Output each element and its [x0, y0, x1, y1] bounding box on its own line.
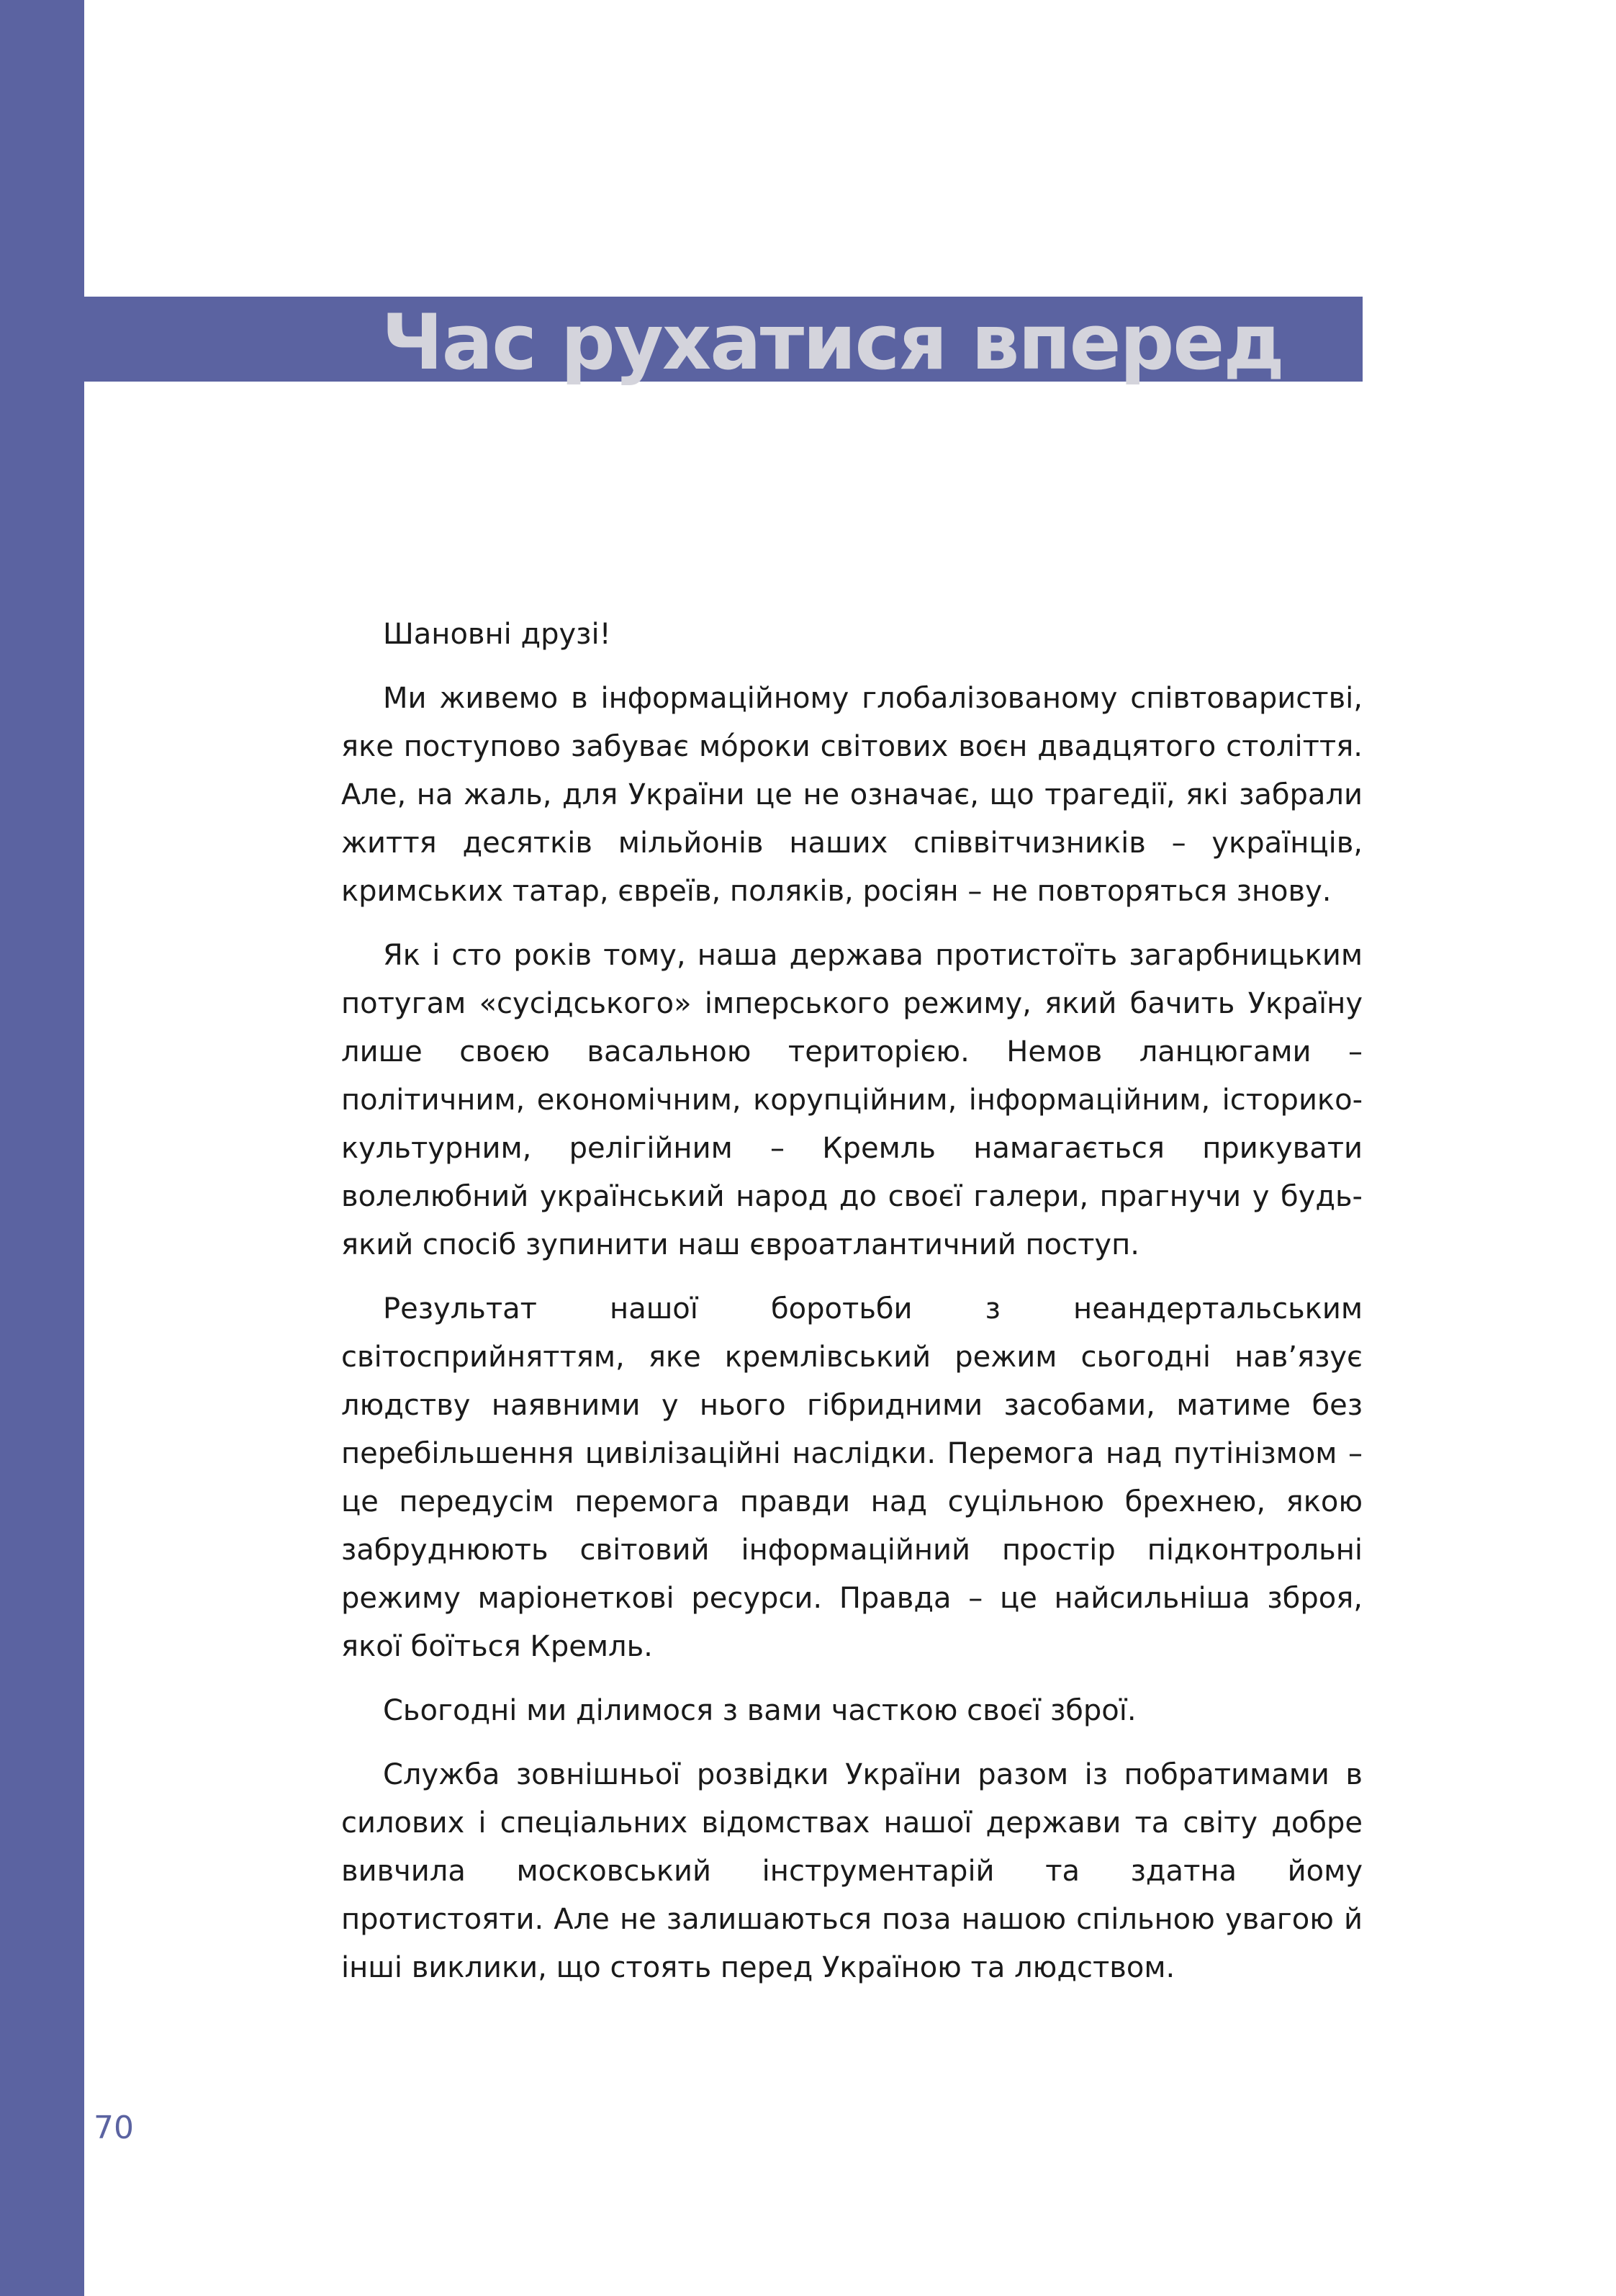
page-title: Час рухатися вперед [382, 298, 1283, 387]
page-number: 70 [94, 2110, 134, 2146]
left-margin-band [0, 0, 84, 2296]
paragraph: Служба зовнішньої розвідки України разом із побратимами в силових і спеціальних відомствах нашої держави та світу добре вивчила московський інструментарій та здатна йому протистояти. Але не залишаються поза нашою спільною увагою й інші виклики, що стоять перед Україною та людством. [341, 1758, 1363, 1984]
body-text [341, 611, 1363, 2008]
paragraph: Як і сто років тому, наша держава протистоїть загарбницьким потугам «сусідського» імперського режиму, який бачить Україну лише своєю васальною територією. Немов ланцюгами – політичним, економічним, корупційним, інформаційним, історико-культурним, релігійним – Кремль намагається прикувати волелюбний український народ до своєї галери, прагнучи у будь-який спосіб зупинити наш євроатлантичний поступ. [341, 939, 1363, 1261]
paragraph: Сьогодні ми ділимося з вами часткою своєї зброї. [383, 1694, 1137, 1727]
paragraph: Ми живемо в інформаційному глобалізованому співтоваристві, яке поступово забуває мо́роки світових воєн двадцятого століття. Але, на жаль, для України це не означає, що трагедії, які забрали життя десятків мільйонів наших співвітчизників – українців, кримських татар, євреїв, поляків, росіян – не повторяться знову. [341, 682, 1363, 908]
paragraph: Результат нашої боротьби з неандертальським світосприйняттям, яке кремлівський режим сьогодні нав’язує людству наявними у нього гібридними засобами, матиме без перебільшення цивілізаційні наслідки. Перемога над путінізмом – це передусім перемога правди над суцільною брехнею, якою забруднюють світовий інформаційний простір підконтрольні режиму маріонеткові ресурси. Правда – це найсильніша зброя, якої боїться Кремль. [341, 1292, 1363, 1663]
salutation: Шановні друзі! [383, 618, 611, 651]
